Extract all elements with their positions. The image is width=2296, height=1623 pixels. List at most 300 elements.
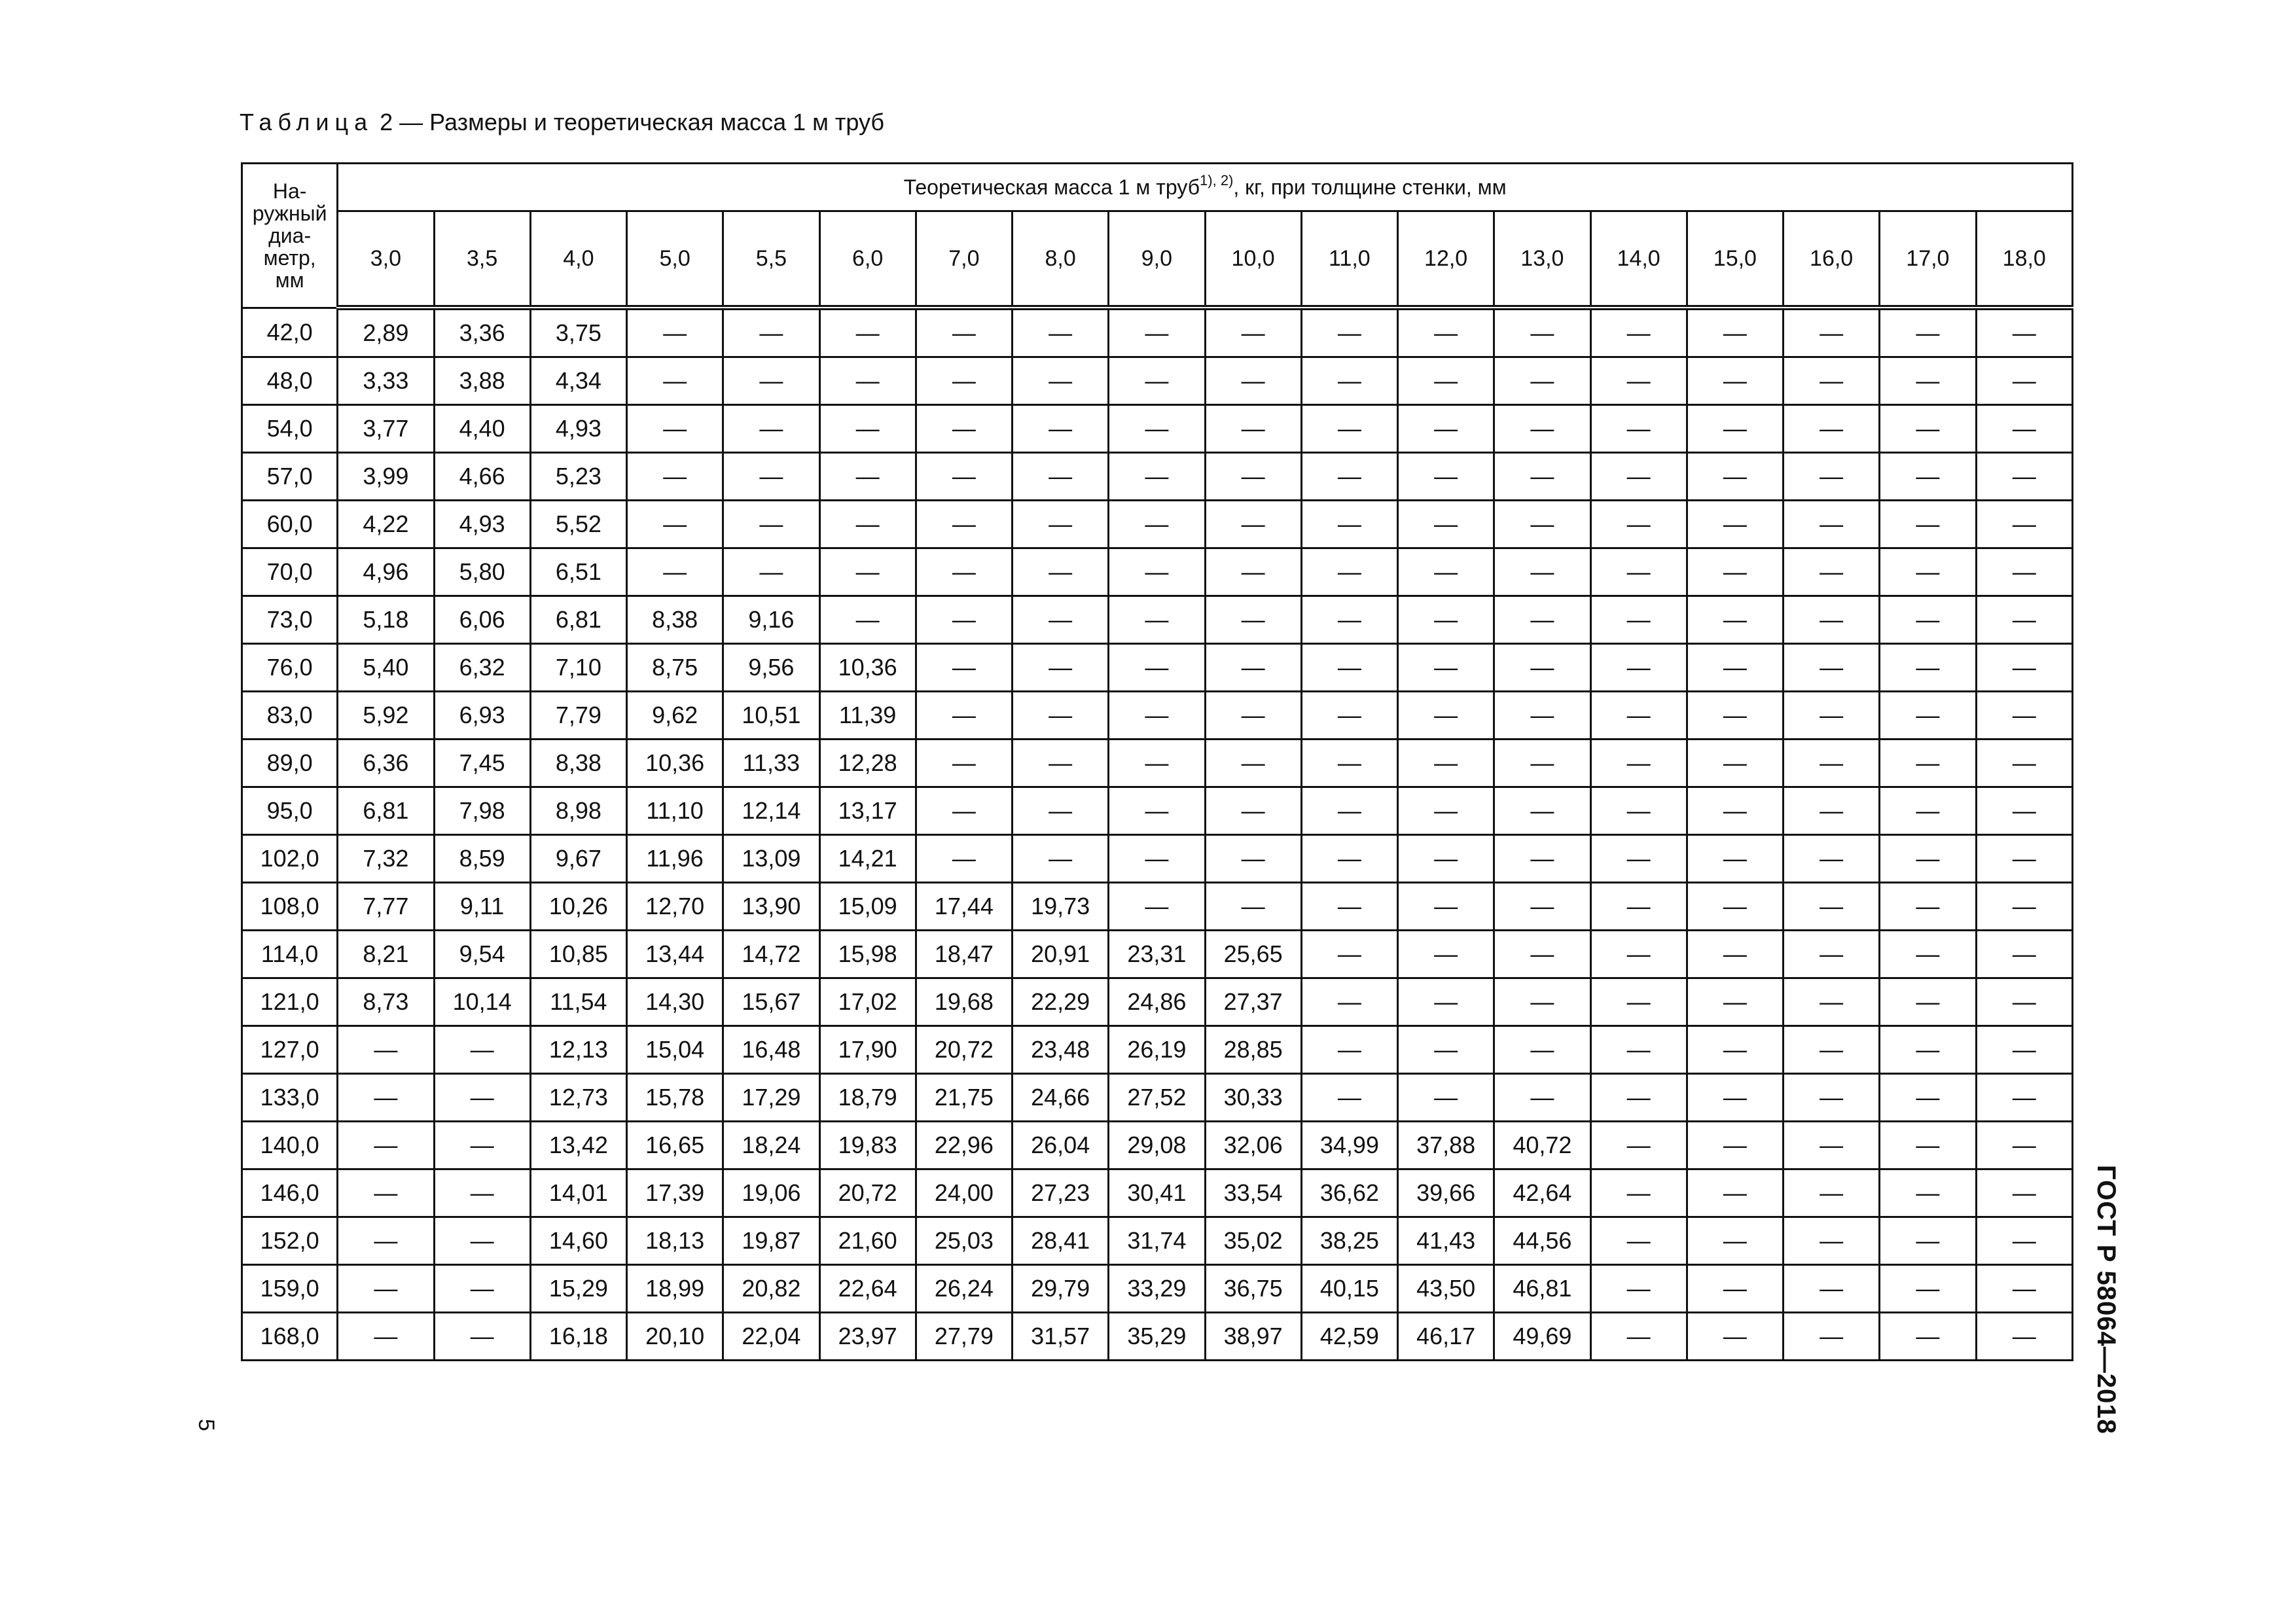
mass-cell: —: [1301, 357, 1397, 405]
mass-cell: 2,89: [338, 308, 434, 357]
mass-cell: 20,72: [819, 1169, 916, 1217]
mass-cell: 17,39: [627, 1169, 723, 1217]
mass-cell: 43,50: [1398, 1265, 1494, 1313]
mass-cell: —: [819, 308, 916, 357]
mass-cell: —: [1494, 1026, 1590, 1074]
mass-cell: —: [819, 501, 916, 548]
diameter-cell: 60,0: [242, 501, 338, 548]
table-row: [242, 787, 2073, 835]
mass-cell: —: [1880, 453, 1976, 501]
mass-cell: —: [627, 501, 723, 548]
mass-cell: —: [1109, 548, 1205, 596]
mass-cell: 7,79: [530, 692, 626, 740]
mass-cell: 5,40: [338, 644, 434, 692]
mass-cell: —: [434, 1074, 530, 1122]
mass-cell: —: [1976, 405, 2073, 453]
mass-cell: —: [1398, 1026, 1494, 1074]
mass-cell: 8,21: [338, 931, 434, 978]
mass-cell: —: [1590, 1217, 1687, 1265]
mass-cell: —: [1301, 1026, 1397, 1074]
page-number: 5: [194, 1419, 219, 1431]
diameter-cell: 102,0: [242, 835, 338, 883]
table-row: [242, 1265, 2073, 1313]
mass-cell: —: [1590, 405, 1687, 453]
mass-cell: 39,66: [1398, 1169, 1494, 1217]
thickness-header: 3,5: [434, 211, 530, 308]
mass-cell: —: [434, 1026, 530, 1074]
mass-cell: 5,52: [530, 501, 626, 548]
mass-cell: 11,96: [627, 835, 723, 883]
diameter-cell: 70,0: [242, 548, 338, 596]
mass-cell: —: [1494, 357, 1590, 405]
mass-cell: —: [1976, 453, 2073, 501]
mass-cell: 13,09: [723, 835, 819, 883]
mass-cell: 14,21: [819, 835, 916, 883]
mass-cell: —: [1205, 405, 1301, 453]
mass-cell: —: [1398, 978, 1494, 1026]
mass-cell: —: [1590, 835, 1687, 883]
mass-cell: 18,24: [723, 1122, 819, 1169]
mass-cell: —: [1590, 453, 1687, 501]
mass-cell: 14,30: [627, 978, 723, 1026]
mass-cell: —: [434, 1313, 530, 1361]
mass-cell: —: [1976, 978, 2073, 1026]
mass-cell: 15,78: [627, 1074, 723, 1122]
mass-cell: 42,59: [1301, 1313, 1397, 1361]
mass-cell: —: [434, 1265, 530, 1313]
mass-cell: —: [1590, 692, 1687, 740]
mass-cell: —: [434, 1217, 530, 1265]
mass-cell: —: [1205, 835, 1301, 883]
mass-cell: —: [1301, 453, 1397, 501]
diameter-cell: 57,0: [242, 453, 338, 501]
mass-cell: —: [1494, 405, 1590, 453]
mass-cell: 4,40: [434, 405, 530, 453]
mass-cell: —: [1687, 644, 1783, 692]
mass-cell: —: [1590, 1122, 1687, 1169]
mass-cell: —: [1880, 883, 1976, 931]
mass-cell: —: [338, 1265, 434, 1313]
mass-cell: 33,29: [1109, 1265, 1205, 1313]
mass-cell: 24,66: [1013, 1074, 1109, 1122]
mass-cell: 11,39: [819, 692, 916, 740]
mass-cell: 15,04: [627, 1026, 723, 1074]
mass-cell: —: [1301, 883, 1397, 931]
mass-cell: —: [1687, 1122, 1783, 1169]
mass-cell: 12,73: [530, 1074, 626, 1122]
mass-cell: —: [723, 501, 819, 548]
mass-cell: —: [1880, 1026, 1976, 1074]
mass-cell: —: [1880, 1265, 1976, 1313]
mass-cell: —: [1590, 787, 1687, 835]
mass-cell: —: [1590, 883, 1687, 931]
mass-cell: —: [1205, 740, 1301, 787]
mass-cell: —: [627, 453, 723, 501]
diameter-cell: 121,0: [242, 978, 338, 1026]
table-row: [242, 1217, 2073, 1265]
diameter-cell: 108,0: [242, 883, 338, 931]
mass-cell: 26,04: [1013, 1122, 1109, 1169]
table-row: [242, 1313, 2073, 1361]
mass-cell: 15,29: [530, 1265, 626, 1313]
mass-cell: 4,22: [338, 501, 434, 548]
mass-cell: 40,15: [1301, 1265, 1397, 1313]
mass-cell: —: [1687, 453, 1783, 501]
mass-cell: 10,14: [434, 978, 530, 1026]
mass-cell: 3,75: [530, 308, 626, 357]
mass-cell: —: [1109, 357, 1205, 405]
mass-cell: —: [1398, 1074, 1494, 1122]
mass-cell: 11,10: [627, 787, 723, 835]
mass-cell: —: [1109, 740, 1205, 787]
mass-cell: —: [916, 308, 1012, 357]
mass-cell: 24,86: [1109, 978, 1205, 1026]
mass-cell: —: [627, 405, 723, 453]
mass-cell: —: [1784, 1122, 1880, 1169]
mass-cell: 16,18: [530, 1313, 626, 1361]
mass-cell: 36,62: [1301, 1169, 1397, 1217]
mass-cell: —: [916, 835, 1012, 883]
mass-cell: 22,64: [819, 1265, 916, 1313]
mass-cell: —: [1976, 1122, 2073, 1169]
diameter-cell: 54,0: [242, 405, 338, 453]
diameter-cell: 146,0: [242, 1169, 338, 1217]
mass-cell: 7,10: [530, 644, 626, 692]
mass-cell: 6,36: [338, 740, 434, 787]
mass-cell: 13,44: [627, 931, 723, 978]
mass-cell: —: [1784, 883, 1880, 931]
mass-cell: 44,56: [1494, 1217, 1590, 1265]
mass-cell: 5,23: [530, 453, 626, 501]
mass-cell: —: [1976, 787, 2073, 835]
mass-cell: —: [1880, 357, 1976, 405]
mass-cell: 30,41: [1109, 1169, 1205, 1217]
mass-cell: —: [1880, 1217, 1976, 1265]
mass-cell: —: [1494, 308, 1590, 357]
mass-cell: —: [1590, 1074, 1687, 1122]
mass-cell: —: [1784, 644, 1880, 692]
mass-cell: —: [627, 308, 723, 357]
mass-cell: 31,74: [1109, 1217, 1205, 1265]
mass-cell: —: [1398, 596, 1494, 644]
diameter-cell: 152,0: [242, 1217, 338, 1265]
mass-cell: —: [627, 357, 723, 405]
mass-cell: 4,66: [434, 453, 530, 501]
mass-cell: —: [338, 1313, 434, 1361]
thickness-header: 13,0: [1494, 211, 1590, 308]
mass-cell: 8,73: [338, 978, 434, 1026]
mass-cell: 23,48: [1013, 1026, 1109, 1074]
mass-cell: 3,99: [338, 453, 434, 501]
table-row: [242, 931, 2073, 978]
mass-cell: 18,47: [916, 931, 1012, 978]
mass-cell: —: [1784, 1217, 1880, 1265]
mass-cell: 22,04: [723, 1313, 819, 1361]
mass-cell: —: [1494, 644, 1590, 692]
mass-cell: 34,99: [1301, 1122, 1397, 1169]
mass-cell: —: [1880, 931, 1976, 978]
mass-cell: —: [1494, 692, 1590, 740]
mass-cell: —: [1976, 1313, 2073, 1361]
mass-cell: —: [1976, 1217, 2073, 1265]
mass-header-text: Теоретическая масса 1 м труб: [903, 175, 1200, 199]
mass-cell: —: [1398, 692, 1494, 740]
table-row: [242, 692, 2073, 740]
mass-cell: —: [1494, 548, 1590, 596]
mass-cell: —: [916, 644, 1012, 692]
diameter-cell: 48,0: [242, 357, 338, 405]
mass-cell: —: [1687, 501, 1783, 548]
table-caption: [240, 109, 884, 136]
mass-cell: —: [1687, 1265, 1783, 1313]
mass-cell: 6,81: [530, 596, 626, 644]
diameter-cell: 114,0: [242, 931, 338, 978]
mass-cell: —: [1109, 787, 1205, 835]
mass-cell: —: [1976, 692, 2073, 740]
mass-cell: —: [1976, 548, 2073, 596]
mass-cell: 3,77: [338, 405, 434, 453]
mass-cell: —: [1494, 740, 1590, 787]
mass-cell: —: [723, 453, 819, 501]
mass-cell: —: [1109, 883, 1205, 931]
mass-cell: —: [1880, 405, 1976, 453]
mass-cell: —: [1687, 548, 1783, 596]
mass-cell: —: [1784, 740, 1880, 787]
mass-cell: —: [434, 1169, 530, 1217]
mass-cell: —: [1590, 978, 1687, 1026]
mass-cell: —: [1301, 1074, 1397, 1122]
mass-cell: 35,02: [1205, 1217, 1301, 1265]
mass-cell: —: [1784, 692, 1880, 740]
diameter-cell: 42,0: [242, 308, 338, 357]
mass-cell: —: [1784, 1074, 1880, 1122]
mass-cell: —: [1301, 692, 1397, 740]
header-row-thickness: [242, 211, 2073, 308]
mass-cell: —: [1494, 501, 1590, 548]
mass-cell: —: [1976, 1074, 2073, 1122]
thickness-header: 10,0: [1205, 211, 1301, 308]
mass-cell: 3,88: [434, 357, 530, 405]
mass-cell: —: [1494, 453, 1590, 501]
mass-cell: —: [1301, 978, 1397, 1026]
mass-cell: 15,67: [723, 978, 819, 1026]
mass-cell: 10,85: [530, 931, 626, 978]
mass-cell: 6,32: [434, 644, 530, 692]
mass-cell: 5,92: [338, 692, 434, 740]
mass-cell: —: [1301, 787, 1397, 835]
mass-cell: —: [434, 1122, 530, 1169]
mass-cell: —: [1687, 1026, 1783, 1074]
mass-cell: 27,23: [1013, 1169, 1109, 1217]
mass-cell: 5,18: [338, 596, 434, 644]
diameter-cell: 159,0: [242, 1265, 338, 1313]
mass-cell: —: [1976, 1026, 2073, 1074]
mass-cell: 17,29: [723, 1074, 819, 1122]
mass-cell: —: [1590, 931, 1687, 978]
mass-cell: —: [1205, 596, 1301, 644]
mass-cell: 9,62: [627, 692, 723, 740]
mass-cell: —: [1205, 453, 1301, 501]
mass-cell: 30,33: [1205, 1074, 1301, 1122]
mass-cell: 4,93: [434, 501, 530, 548]
mass-cell: —: [1013, 596, 1109, 644]
thickness-header: 5,5: [723, 211, 819, 308]
mass-cell: —: [1687, 308, 1783, 357]
mass-cell: —: [916, 692, 1012, 740]
mass-cell: 10,36: [819, 644, 916, 692]
mass-cell: —: [1880, 1074, 1976, 1122]
mass-cell: —: [1590, 501, 1687, 548]
mass-cell: —: [1301, 644, 1397, 692]
mass-cell: —: [1784, 1313, 1880, 1361]
mass-cell: —: [1205, 692, 1301, 740]
thickness-header: 11,0: [1301, 211, 1397, 308]
mass-cell: —: [1784, 787, 1880, 835]
mass-cell: —: [1398, 357, 1494, 405]
mass-cell: 29,08: [1109, 1122, 1205, 1169]
table-row: [242, 308, 2073, 357]
mass-cell: 38,25: [1301, 1217, 1397, 1265]
mass-cell: —: [1494, 596, 1590, 644]
mass-cell: —: [1301, 931, 1397, 978]
mass-cell: —: [819, 357, 916, 405]
mass-header: [338, 164, 2073, 211]
mass-cell: —: [1109, 835, 1205, 883]
mass-cell: —: [1880, 308, 1976, 357]
mass-cell: —: [1013, 501, 1109, 548]
mass-cell: —: [1880, 1122, 1976, 1169]
mass-cell: 15,09: [819, 883, 916, 931]
table-row: [242, 644, 2073, 692]
mass-cell: —: [1880, 644, 1976, 692]
mass-cell: —: [1880, 548, 1976, 596]
mass-cell: 20,91: [1013, 931, 1109, 978]
mass-cell: —: [1398, 787, 1494, 835]
mass-cell: 35,29: [1109, 1313, 1205, 1361]
mass-cell: 3,33: [338, 357, 434, 405]
mass-cell: —: [1109, 405, 1205, 453]
mass-cell: 16,48: [723, 1026, 819, 1074]
mass-cell: 27,52: [1109, 1074, 1205, 1122]
mass-cell: —: [819, 548, 916, 596]
mass-cell: —: [1784, 1026, 1880, 1074]
mass-cell: 17,44: [916, 883, 1012, 931]
mass-cell: 4,93: [530, 405, 626, 453]
mass-cell: —: [1687, 1074, 1783, 1122]
diameter-cell: 133,0: [242, 1074, 338, 1122]
mass-cell: 6,06: [434, 596, 530, 644]
mass-cell: —: [1687, 1217, 1783, 1265]
table-row: [242, 1169, 2073, 1217]
mass-cell: —: [1494, 787, 1590, 835]
table-row: [242, 740, 2073, 787]
table-row: [242, 1122, 2073, 1169]
table-row: [242, 453, 2073, 501]
mass-cell: 17,90: [819, 1026, 916, 1074]
mass-cell: —: [1013, 692, 1109, 740]
thickness-header: 4,0: [530, 211, 626, 308]
mass-cell: 17,02: [819, 978, 916, 1026]
table-row: [242, 596, 2073, 644]
diameter-cell: 73,0: [242, 596, 338, 644]
mass-cell: —: [1109, 596, 1205, 644]
mass-table: [241, 162, 2073, 1361]
mass-cell: 6,51: [530, 548, 626, 596]
mass-cell: —: [1494, 835, 1590, 883]
mass-cell: 7,32: [338, 835, 434, 883]
mass-header-suffix: , кг, при толщине стенки, мм: [1233, 175, 1507, 199]
table-row: [242, 501, 2073, 548]
mass-cell: 25,03: [916, 1217, 1012, 1265]
thickness-header: 14,0: [1590, 211, 1687, 308]
mass-cell: —: [1784, 548, 1880, 596]
diameter-header: На- ружный диа- метр, мм: [242, 164, 338, 308]
mass-cell: —: [723, 405, 819, 453]
mass-cell: —: [1784, 978, 1880, 1026]
table-row: [242, 1026, 2073, 1074]
mass-cell: 19,83: [819, 1122, 916, 1169]
diameter-cell: 76,0: [242, 644, 338, 692]
diameter-cell: 89,0: [242, 740, 338, 787]
mass-cell: —: [1013, 357, 1109, 405]
mass-cell: —: [1976, 835, 2073, 883]
mass-cell: —: [723, 548, 819, 596]
table-row: [242, 1074, 2073, 1122]
table-row: [242, 835, 2073, 883]
mass-cell: 12,28: [819, 740, 916, 787]
mass-cell: 23,97: [819, 1313, 916, 1361]
mass-cell: 8,75: [627, 644, 723, 692]
mass-cell: 15,98: [819, 931, 916, 978]
mass-cell: —: [1013, 405, 1109, 453]
thickness-header: 7,0: [916, 211, 1012, 308]
mass-cell: —: [338, 1217, 434, 1265]
mass-cell: 41,43: [1398, 1217, 1494, 1265]
mass-cell: 21,60: [819, 1217, 916, 1265]
mass-cell: —: [1784, 1169, 1880, 1217]
mass-cell: 13,17: [819, 787, 916, 835]
mass-cell: —: [1687, 787, 1783, 835]
mass-cell: —: [1398, 501, 1494, 548]
mass-cell: —: [1784, 501, 1880, 548]
mass-cell: 4,96: [338, 548, 434, 596]
mass-cell: 7,77: [338, 883, 434, 931]
caption-prefix: Таблица: [240, 109, 374, 135]
mass-cell: 9,16: [723, 596, 819, 644]
thickness-header: 9,0: [1109, 211, 1205, 308]
mass-cell: —: [1976, 1169, 2073, 1217]
mass-cell: —: [1880, 1169, 1976, 1217]
mass-cell: 20,72: [916, 1026, 1012, 1074]
mass-cell: —: [338, 1122, 434, 1169]
mass-header-footnote: 1), 2): [1200, 171, 1234, 188]
thickness-header: 5,0: [627, 211, 723, 308]
mass-cell: —: [1687, 883, 1783, 931]
mass-cell: 13,42: [530, 1122, 626, 1169]
mass-cell: —: [819, 596, 916, 644]
mass-cell: 14,60: [530, 1217, 626, 1265]
mass-cell: —: [1687, 1313, 1783, 1361]
mass-cell: —: [338, 1026, 434, 1074]
mass-cell: —: [1398, 548, 1494, 596]
mass-cell: —: [723, 357, 819, 405]
mass-cell: 12,14: [723, 787, 819, 835]
mass-cell: —: [1398, 453, 1494, 501]
mass-cell: —: [1880, 740, 1976, 787]
mass-cell: 8,98: [530, 787, 626, 835]
mass-cell: —: [1590, 1169, 1687, 1217]
mass-cell: 32,06: [1205, 1122, 1301, 1169]
